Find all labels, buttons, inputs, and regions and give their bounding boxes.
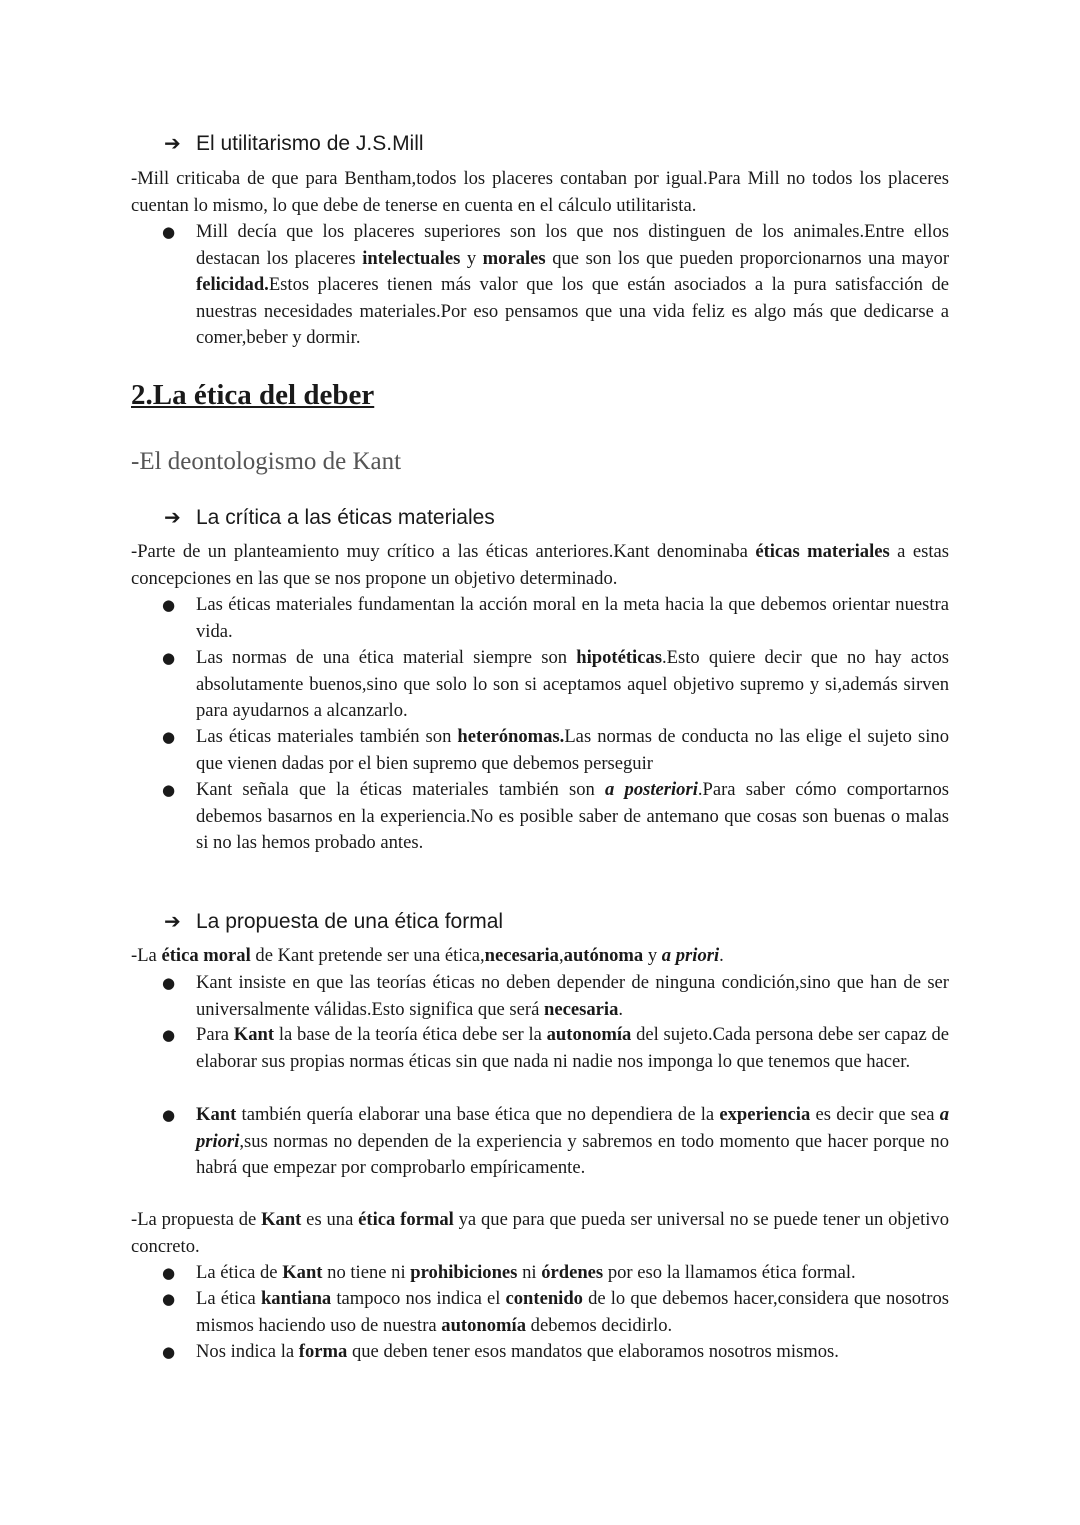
subsection-title: -El deontologismo de Kant bbox=[131, 448, 402, 475]
bullet-icon: ● bbox=[162, 1026, 176, 1044]
section-title: 2.La ética del deber bbox=[131, 379, 375, 411]
bullet-icon: ● bbox=[162, 1290, 176, 1308]
formal-paragraph: -La propuesta de Kant es una ética formal ya que para que pueda ser universal no se puede tener un objetivo concreto. bbox=[131, 1209, 950, 1257]
formal-bullet-2: ● La ética kantiana tampoco nos indica el contenido de lo que debemos hacer,considera que nosotros mismos haciendo uso de nuestra autonomía debemos decidirlo. bbox=[162, 1288, 949, 1336]
heading-critica: ➔ La crítica a las éticas materiales bbox=[164, 505, 495, 529]
heading-mill: ➔ El utilitarismo de J.S.Mill bbox=[164, 131, 424, 155]
bullet-icon: ● bbox=[162, 781, 176, 799]
bullet-icon: ● bbox=[162, 1106, 176, 1124]
propuesta-bullet-1: ● Kant insiste en que las teorías éticas no deben depender de ninguna condición,sino que han de ser universalmente válidas.Esto significa que será necesaria. bbox=[162, 972, 949, 1020]
bullet-icon: ● bbox=[162, 1343, 176, 1361]
arrow-icon: ➔ bbox=[164, 505, 181, 529]
propuesta-bullet-2: ● Para Kant la base de la teoría ética debe ser la autonomía del sujeto.Cada persona debe ser capaz de elaborar sus propias normas éticas sin que nada ni nadie nos imponga lo que tenemos que hacer. bbox=[162, 1024, 950, 1072]
propuesta-paragraph: -La ética moral de Kant pretende ser una ética,necesaria,autónoma y a priori. bbox=[131, 945, 724, 966]
critica-bullet-3: ● Las éticas materiales también son heterónomas.Las normas de conducta no las elige el sujeto sino que vienen dadas por el bien supremo que debemos perseguir bbox=[162, 726, 949, 774]
bullet-icon: ● bbox=[162, 728, 176, 746]
heading-propuesta: ➔ La propuesta de una ética formal bbox=[164, 909, 504, 933]
bullet-icon: ● bbox=[162, 974, 176, 992]
critica-bullet-1: ● Las éticas materiales fundamentan la acción moral en la meta hacia la que debemos orientar nuestra vida. bbox=[162, 594, 949, 642]
mill-paragraph: -Mill criticaba de que para Bentham,todos los placeres contaban por igual.Para Mill no todos los placeres cuentan lo mismo, lo que debe de tenerse en cuenta en el cálculo utilitarista. bbox=[131, 168, 949, 216]
bullet-icon: ● bbox=[162, 596, 176, 614]
critica-bullet-4: ● Kant señala que la éticas materiales también son a posteriori.Para saber cómo comportarnos debemos basarnos en la experiencia.No es posible saber de antemano que cosas son buenas o malas si no las hemos probado antes. bbox=[162, 779, 949, 853]
critica-paragraph: -Parte de un planteamiento muy crítico a las éticas anteriores.Kant denominaba éticas materiales a estas concepciones en las que se nos propone un objetivo determinado. bbox=[131, 541, 949, 589]
mill-bullet: ● Mill decía que los placeres superiores son los que nos distinguen de los animales.Entre ellos destacan los placeres intelectuales y morales que son los que pueden proporcionarnos una mayor felicidad.Estos placeres tienen más valor que los que están asociados a la pura satisfacción de nuestras necesidades materiales.Por eso pensamos que una vida feliz es algo más que dedicarse a comer,beber y dormir. bbox=[162, 221, 950, 348]
arrow-icon: ➔ bbox=[164, 909, 181, 933]
arrow-icon: ➔ bbox=[164, 131, 181, 155]
bullet-icon: ● bbox=[162, 223, 176, 241]
formal-bullet-1: ● La ética de Kant no tiene ni prohibiciones ni órdenes por eso la llamamos ética formal. bbox=[196, 1260, 949, 1287]
bullet-icon: ● bbox=[162, 649, 176, 667]
critica-bullet-2: ● Las normas de una ética material siempre son hipotéticas.Esto quiere decir que no hay actos absolutamente buenos,sino que solo lo son si aceptamos aquel objetivo supremo y si,además sirven para ayudarnos a alcanzarlo. bbox=[162, 647, 949, 721]
bullet-icon: ● bbox=[162, 1264, 176, 1282]
formal-bullet-3: ● Nos indica la forma que deben tener esos mandatos que elaboramos nosotros mismos. bbox=[196, 1339, 949, 1366]
propuesta-bullet-3: ● Kant también quería elaborar una base ética que no dependiera de la experiencia es decir que sea a priori,sus normas no dependen de la experiencia y sabremos en todo momento que hacer porque no habrá que empezar por comprobarlo empíricamente. bbox=[162, 1104, 949, 1178]
